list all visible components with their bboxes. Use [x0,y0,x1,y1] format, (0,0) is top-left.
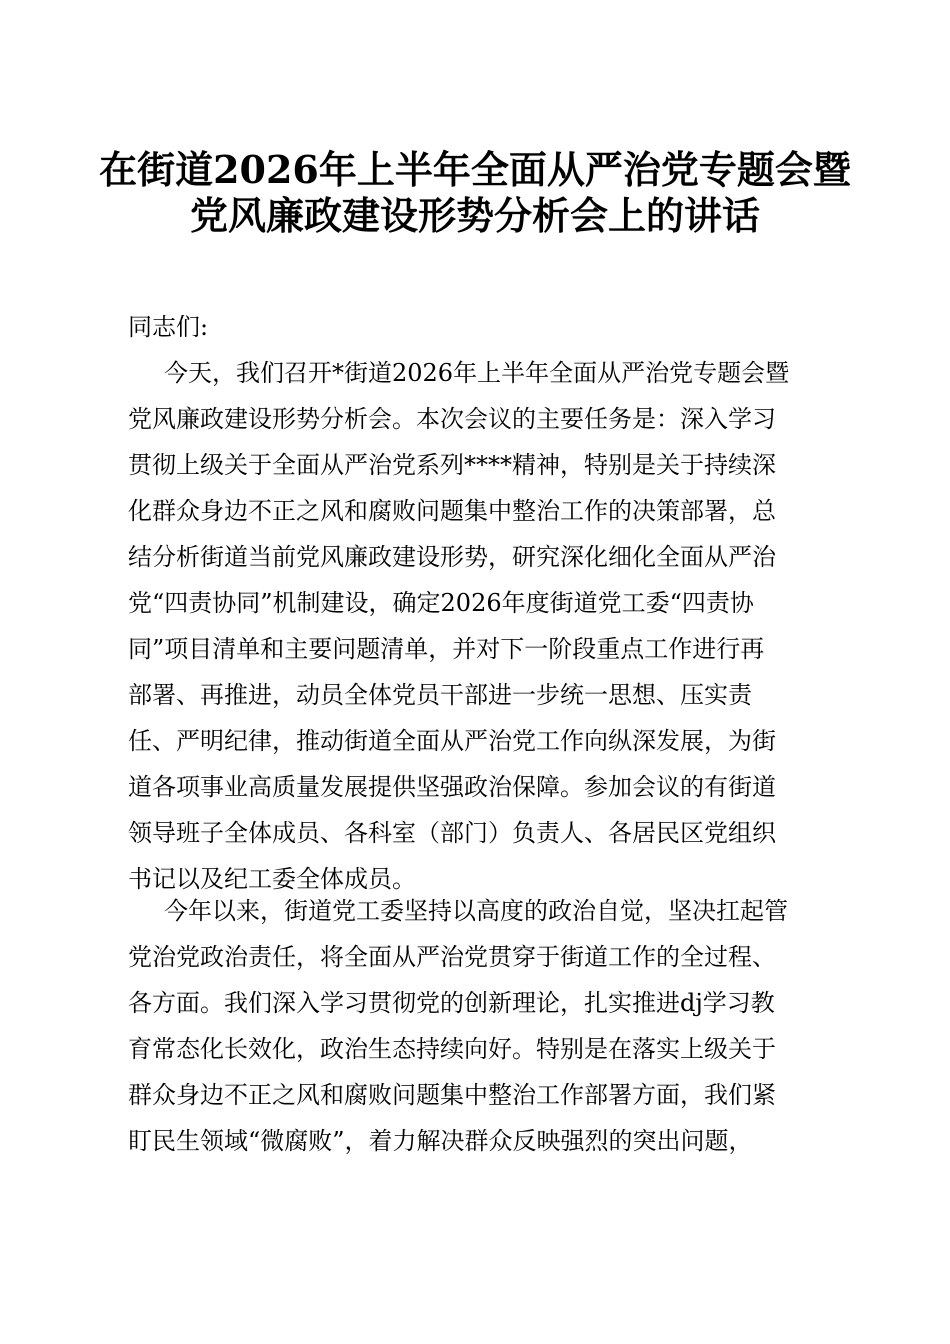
paragraph-line: 任、严明纪律，推动街道全面从严治党工作向纵深发展，为街 [128,727,776,755]
paragraph-line: 领导班子全体成员、各科室（部门）负责人、各居民区党组织 [128,819,776,847]
salutation: 同志们: [128,313,209,341]
paragraph-line: 化群众身边不正之风和腐败问题集中整治工作的决策部署，总 [128,497,776,525]
paragraph-line: 今天，我们召开*街道2026年上半年全面从严治党专题会暨 [164,359,790,387]
paragraph-line: 各方面。我们深入学习贯彻党的创新理论，扎实推进dj学习教 [128,989,775,1017]
document-title-line-2: 党风廉政建设形势分析会上的讲话 [189,193,760,238]
paragraph-line: 贯彻上级关于全面从严治党系列****精神，特别是关于持续深 [128,451,776,479]
paragraph-line: 同”项目清单和主要问题清单，并对下一阶段重点工作进行再 [128,635,765,663]
paragraph-1 [128,350,828,902]
paragraph-line: 部署、再推进，动员全体党员干部进一步统一思想、压实责 [128,681,752,709]
paragraph-2 [128,888,828,1164]
paragraph-line: 书记以及纪工委全体成员。 [128,865,416,893]
paragraph-line: 党风廉政建设形势分析会。本次会议的主要任务是：深入学习 [128,405,776,433]
paragraph-line: 党治党政治责任，将全面从严治党贯穿于街道工作的全过程、 [128,943,776,971]
paragraph-line: 盯民生领域“微腐败”，着力解决群众反映强烈的突出问题， [128,1127,753,1155]
document-title-line-1: 在街道2026年上半年全面从严治党专题会暨 [99,147,851,192]
paragraph-line: 道各项事业高质量发展提供坚强政治保障。参加会议的有街道 [128,773,776,801]
paragraph-line: 育常态化长效化，政治生态持续向好。特别是在落实上级关于 [128,1035,776,1063]
paragraph-line: 今年以来，街道党工委坚持以高度的政治自觉，坚决扛起管 [164,897,788,925]
paragraph-line: 群众身边不正之风和腐败问题集中整治工作部署方面，我们紧 [128,1081,776,1109]
paragraph-line: 结分析街道当前党风廉政建设形势，研究深化细化全面从严治 [128,543,776,571]
paragraph-line: 党“四责协同”机制建设，确定2026年度街道党工委“四责协 [128,589,754,617]
